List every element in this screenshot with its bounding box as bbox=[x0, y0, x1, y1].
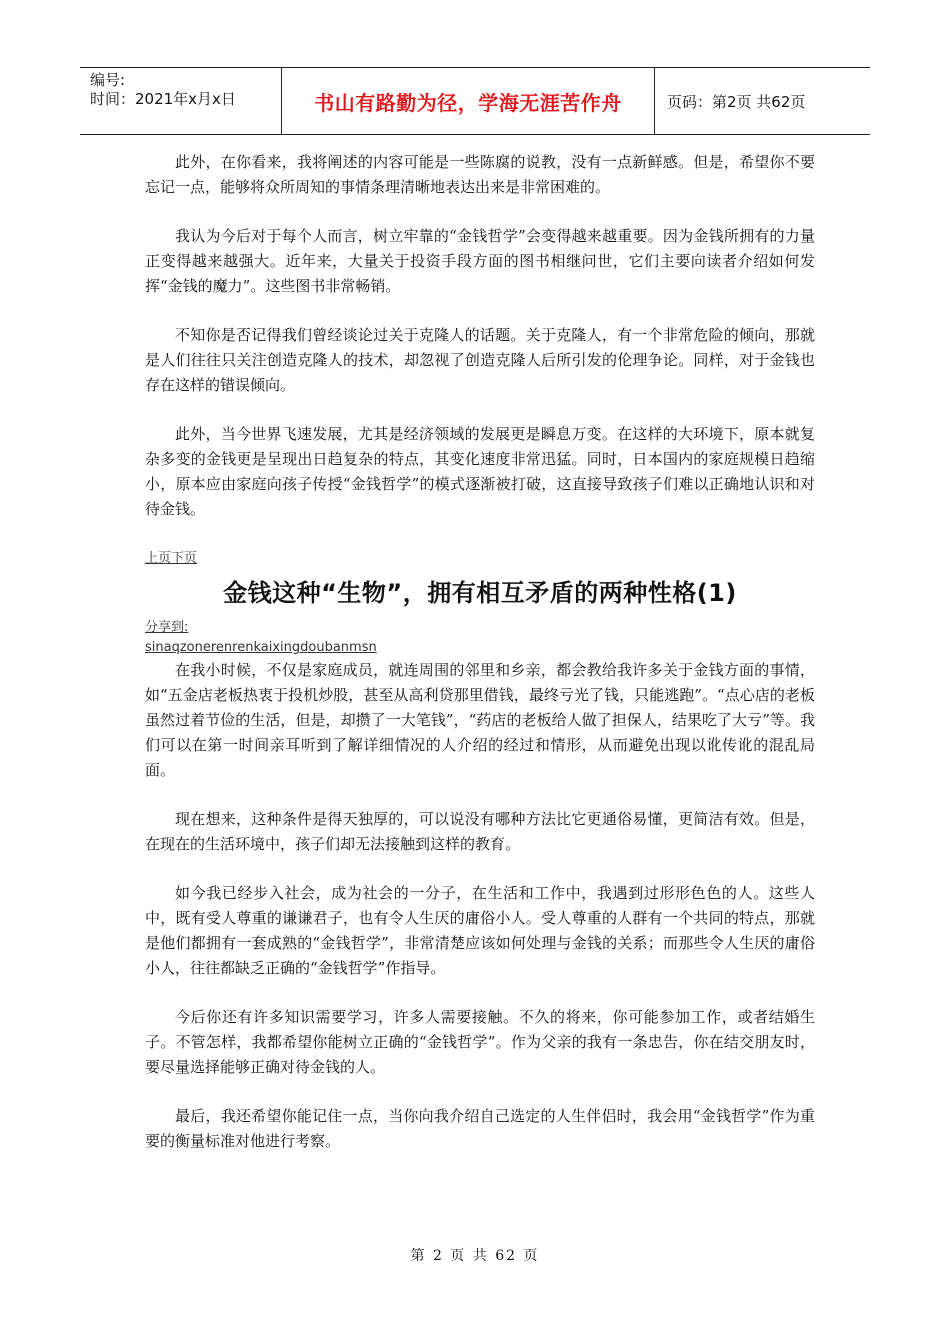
paragraph: 此外，当今世界飞速发展，尤其是经济领域的发展更是瞬息万变。在这样的大环境下，原本就复杂多变的金钱更是呈现出日趋复杂的特点，其变化速度非常迅猛。同时，日本国内的家庭规模日趋缩小，原本应由家庭向孩子传授“金钱哲学”的模式逐渐被打破，这直接导致孩子们难以正确地认识和对待金钱。 bbox=[145, 425, 815, 518]
header-info-cell bbox=[80, 68, 282, 134]
paragraph: 今后你还有许多知识需要学习，许多人需要接触。不久的将来，你可能参加工作，或者结婚生子。不管怎样，我都希望你能树立正确的“金钱哲学”。作为父亲的我有一条忠告，你在结交朋友时，要尽量选择能够正确对待金钱的人。 bbox=[145, 1008, 815, 1076]
section-title: 金钱这种“生物”，拥有相互矛盾的两种性格(1) bbox=[223, 579, 737, 607]
header-page-code: 页码：第2页 共62页 bbox=[667, 92, 806, 111]
paragraph: 在我小时候，不仅是家庭成员，就连周围的邻里和乡亲，都会教给我许多关于金钱方面的事情，如“五金店老板热衷于投机炒股，甚至从高利贷那里借钱，最终亏光了钱，只能逃跑”。“点心店的老板虽然过着节俭的生活，但是，却攒了一大笔钱”，“药店的老板给人做了担保人，结果吃了大亏”等。我们可以在第一时间亲耳听到了解详细情况的人介绍的经过和情形，从而避免出现以讹传讹的混乱局面。 bbox=[145, 661, 815, 779]
paragraph: 我认为今后对于每个人而言，树立牢靠的“金钱哲学”会变得越来越重要。因为金钱所拥有的力量正变得越来越强大。近年来，大量关于投资手段方面的图书相继问世，它们主要向读者介绍如何发挥“金钱的魔力”。这些图书非常畅销。 bbox=[145, 227, 815, 295]
page-footer: 第 2 页 共 62 页 bbox=[410, 1248, 540, 1264]
page-header bbox=[80, 67, 870, 135]
document-date: 时间：2021年x月x日 bbox=[90, 90, 236, 108]
paragraph: 如今我已经步入社会，成为社会的一分子，在生活和工作中，我遇到过形形色色的人。这些人中，既有受人尊重的谦谦君子，也有令人生厌的庸俗小人。受人尊重的人群有一个共同的特点，那就是他们都拥有一套成熟的“金钱哲学”，非常清楚应该如何处理与金钱的关系；而那些令人生厌的庸俗小人，往往都缺乏正确的“金钱哲学”作指导。 bbox=[145, 884, 815, 977]
share-label[interactable]: 分享到: bbox=[145, 620, 189, 635]
paragraph: 不知你是否记得我们曾经谈论过关于克隆人的话题。关于克隆人，有一个非常危险的倾向，那就是人们往往只关注创造克隆人的技术，却忽视了创造克隆人后所引发的伦理争论。同样，对于金钱也存在这样的错误倾向。 bbox=[145, 326, 815, 394]
paragraph: 此外，在你看来，我将阐述的内容可能是一些陈腐的说教，没有一点新鲜感。但是，希望你不要忘记一点，能够将众所周知的事情条理清晰地表达出来是非常困难的。 bbox=[145, 153, 815, 196]
paragraph: 现在想来，这种条件是得天独厚的，可以说没有哪种方法比它更通俗易懂，更简洁有效。但是，在现在的生活环境中，孩子们却无法接触到这样的教育。 bbox=[145, 810, 815, 853]
header-slogan: 书山有路勤为径，学海无涯苦作舟 bbox=[282, 68, 655, 134]
prev-next-page-link[interactable]: 上页下页 bbox=[145, 551, 198, 566]
paragraph: 最后，我还希望你能记住一点，当你向我介绍自己选定的人生伴侣时，我会用“金钱哲学”作为重要的衡量标准对他进行考察。 bbox=[145, 1107, 815, 1150]
document-number-label: 编号: bbox=[90, 71, 126, 89]
document-body bbox=[145, 150, 815, 1178]
share-links[interactable]: sinaqzonerenrenkaixingdoubanmsn bbox=[145, 640, 377, 655]
